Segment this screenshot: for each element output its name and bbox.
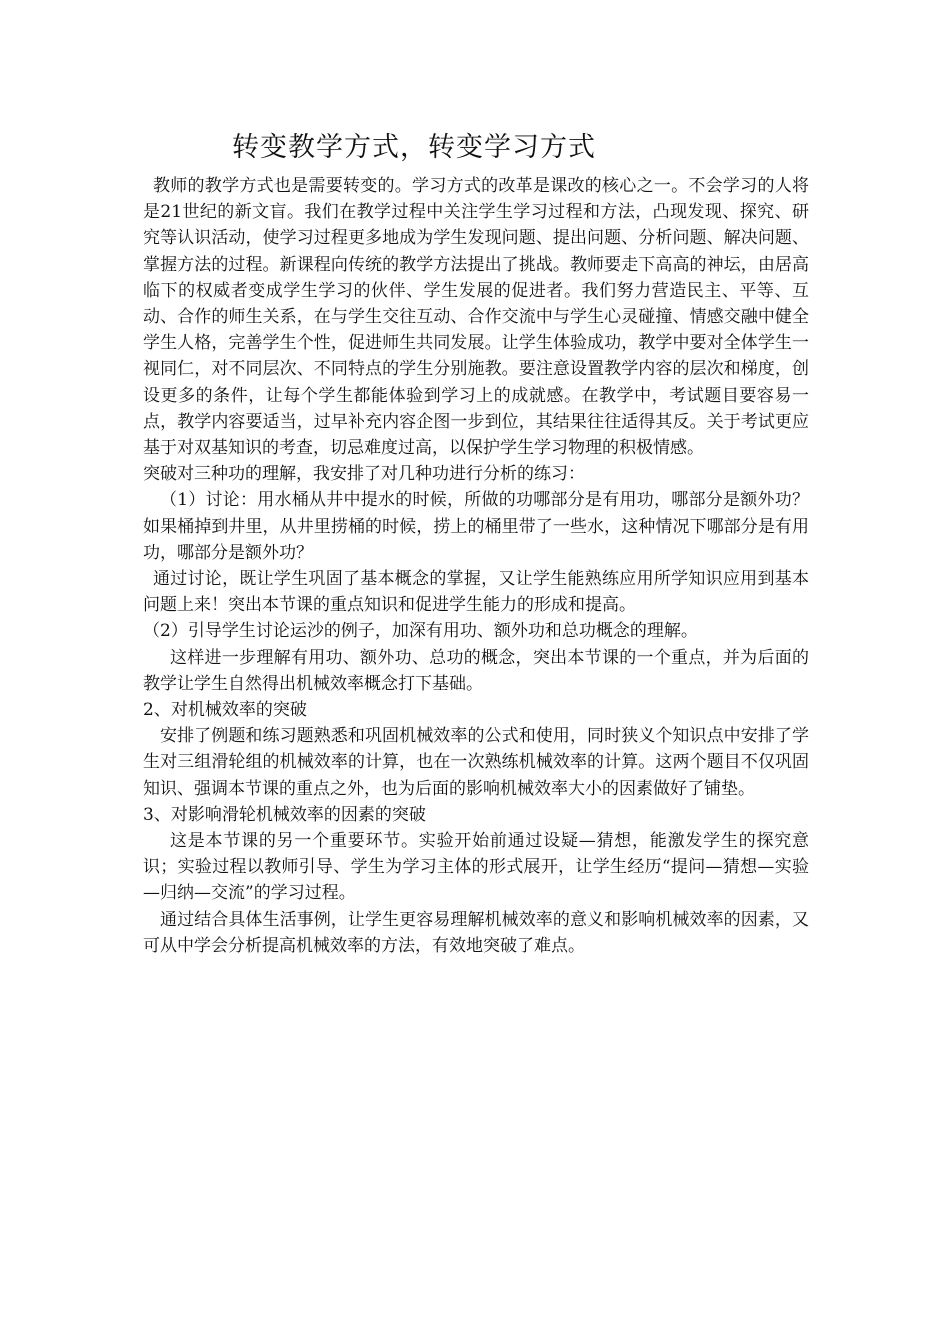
paragraph-intro: 教师的教学方式也是需要转变的。学习方式的改革是课改的核心之一。不会学习的人将是21世纪的新文盲。我们在教学过程中关注学生学习过程和方法，凸现发现、探究、研究等认识活动，使学习过程更多地成为学生发现问题、提出问题、分析问题、解决问题、掌握方法的过程。新课程向传统的教学方法提出了挑战。教师要走下高高的神坛，由居高临下的权威者变成学生学习的伙伴、学生发展的促进者。我们努力营造民主、平等、互动、合作的师生关系，在与学生交往互动、合作交流中与学生心灵碰撞、情感交融中健全学生人格，完善学生个性，促进师生共同发展。让学生体验成功，教学中要对全体学生一视同仁，对不同层次、不同特点的学生分别施教。要注意设置教学内容的层次和梯度，创设更多的条件，让每个学生都能体验到学习上的成就感。在教学中，考试题目要容易一点，教学内容要适当，过早补充内容企图一步到位，其结果往往适得其反。关于考试更应基于对双基知识的考查，切忌难度过高，以保护学生学习物理的积极情感。 — [143, 176, 809, 459]
paragraph-conclusion: 通过结合具体生活事例，让学生更容易理解机械效率的意义和影响机械效率的因素，又可从中学会分析提高机械效率的方法，有效地突破了难点。 — [143, 909, 809, 956]
section-heading-factors: 3、对影响滑轮机械效率的因素的突破 — [143, 804, 426, 825]
paragraph-discussion-result: 通过讨论，既让学生巩固了基本概念的掌握，又让学生能熟练应用所学知识应用到基本问题上来！突出本节课的重点知识和促进学生能力的形成和提高。 — [143, 569, 809, 616]
paragraph-efficiency: 安排了例题和练习题熟悉和巩固机械效率的公式和使用，同时狭义个知识点中安排了学生对三组滑轮组的机械效率的计算，也在一次熟练机械效率的计算。这两个题目不仅巩固知识、强调本节课的重点之外，也为后面的影响机械效率大小的因素做好了铺垫。 — [143, 726, 809, 799]
document-body — [143, 173, 809, 959]
paragraph-discussion-2: （2）引导学生讨论运沙的例子，加深有用功、额外功和总功概念的理解。 — [143, 621, 698, 642]
section-heading-efficiency: 2、对机械效率的突破 — [143, 700, 307, 721]
paragraph-experiment: 这是本节课的另一个重要环节。实验开始前通过设疑—猜想，能激发学生的探究意识；实验过程以教师引导、学生为学习主体的形式展开，让学生经历“提问—猜想—实验—归纳—交流”的学习过程。 — [143, 831, 809, 904]
paragraph-concept-summary: 这样进一步理解有用功、额外功、总功的概念，突出本节课的一个重点，并为后面的教学让学生自然得出机械效率概念打下基础。 — [143, 647, 809, 694]
paragraph-three-works: 突破对三种功的理解，我安排了对几种功进行分析的练习： — [143, 464, 585, 485]
paragraph-discussion-1: （1）讨论：用水桶从井中提水的时候，所做的功哪部分是有用功，哪部分是额外功？如果桶掉到井里，从井里捞桶的时候，捞上的桶里带了一些水，这种情况下哪部分是有用功，哪部分是额外功？ — [143, 490, 809, 563]
document-title: 转变教学方式，转变学习方式 — [232, 132, 596, 163]
